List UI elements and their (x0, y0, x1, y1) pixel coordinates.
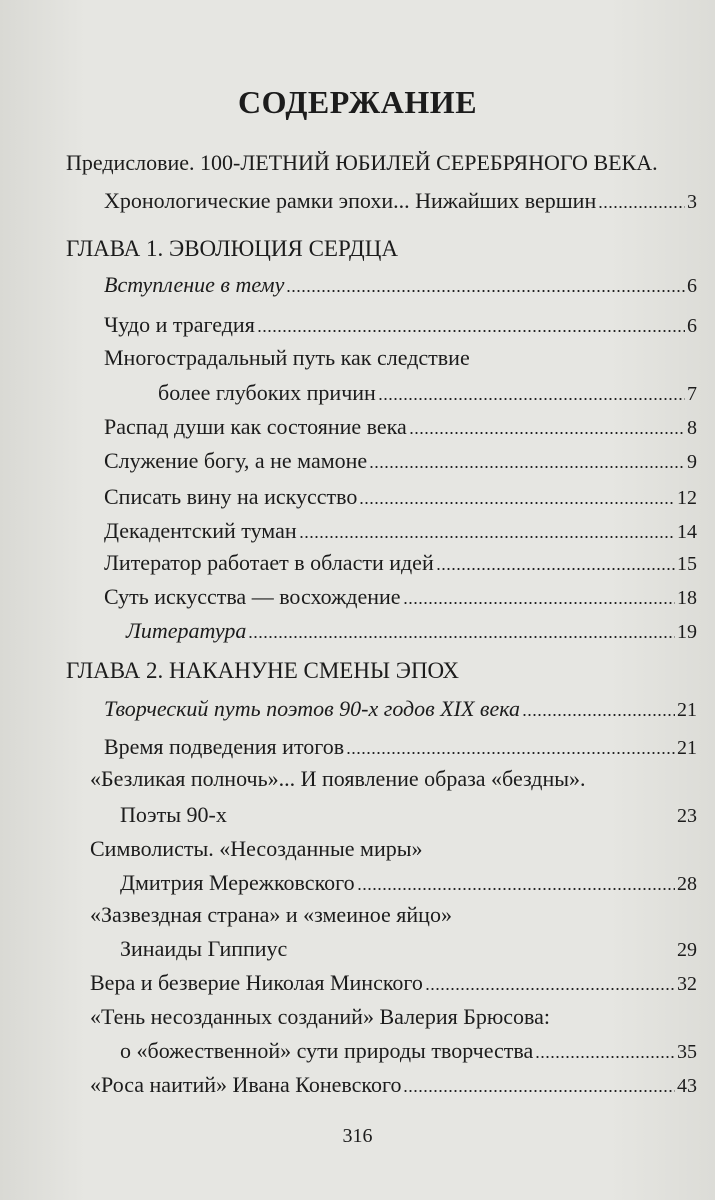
dot-leader (299, 516, 675, 538)
entry-page: 8 (687, 417, 697, 439)
entry-page: 18 (677, 587, 697, 609)
dot-leader (403, 1070, 675, 1092)
toc-entry (104, 732, 697, 762)
entry-page: 23 (677, 805, 697, 827)
dot-leader (359, 482, 675, 504)
dot-leader (289, 934, 675, 956)
dot-leader (286, 270, 685, 292)
entry-page: 35 (677, 1041, 697, 1063)
page-title: СОДЕРЖАНИЕ (237, 84, 478, 120)
entry-page: 12 (677, 487, 697, 509)
entry-page: 7 (687, 383, 697, 405)
preface-title: Предисловие. 100-ЛЕТНИЙ ЮБИЛЕЙ СЕРЕБРЯНОГО ВЕКА. (66, 150, 658, 175)
toc-entry (120, 800, 697, 830)
chapter-heading: ГЛАВА 2. НАКАНУНЕ СМЕНЫ ЭПОХ (66, 658, 459, 683)
dot-leader (425, 968, 675, 990)
dot-leader (598, 186, 685, 208)
entry-title-line1: Многострадальный путь как следствие (104, 345, 470, 370)
entry-page: 3 (687, 191, 697, 213)
entry-title-line2: о «божественной» сути природы творчества (120, 1038, 534, 1063)
entry-page: 29 (677, 939, 697, 961)
toc-entry (104, 310, 697, 340)
entry-title: Вступление в тему (104, 272, 285, 297)
toc-entry (90, 1070, 697, 1100)
dot-leader (436, 548, 675, 570)
entry-page: 21 (677, 699, 697, 721)
toc-entry (104, 582, 697, 612)
entry-title-line1: «Зазвездная страна» и «змеиное яйцо» (90, 902, 452, 927)
entry-title-line2: Зинаиды Гиппиус (120, 936, 288, 961)
entry-title: «Роса наитий» Ивана Коневского (90, 1072, 402, 1097)
entry-title: Творческий путь поэтов 90-х годов XIX века (104, 696, 520, 721)
entry-page: 28 (677, 873, 697, 895)
entry-page: 21 (677, 737, 697, 759)
toc-entry (104, 186, 697, 216)
entry-page: 9 (687, 451, 697, 473)
entry-title-line1: «Безликая полночь»... И появление образа «бездны». (90, 766, 586, 791)
toc-entry (104, 446, 697, 476)
entry-title: Хронологические рамки эпохи... Нижайших вершин (104, 188, 597, 213)
entry-title-line2: Дмитрия Мережковского (120, 870, 355, 895)
dot-leader (403, 582, 675, 604)
dot-leader (369, 446, 685, 468)
entry-page: 14 (677, 521, 697, 543)
entry-title: Списать вину на искусство (104, 484, 358, 509)
dot-leader (378, 378, 685, 400)
toc-entry (158, 378, 697, 408)
entry-title-line2: Поэты 90-х (120, 802, 227, 827)
page-number: 316 (342, 1125, 373, 1147)
toc-entry (104, 270, 697, 300)
entry-title-line1: «Тень несозданных созданий» Валерия Брюсова: (90, 1004, 551, 1029)
dot-leader (357, 868, 675, 890)
entry-title: Время подведения итогов (104, 734, 345, 759)
toc-entry (120, 868, 697, 898)
entry-title: Служение богу, а не мамоне (104, 448, 368, 473)
dot-leader (257, 310, 685, 332)
entry-title-line2: более глубоких причин (158, 380, 376, 405)
dot-leader (248, 616, 675, 638)
entry-title: Вера и безверие Николая Минского (90, 970, 423, 995)
entry-title: Чудо и трагедия (104, 312, 255, 337)
entry-page: 32 (677, 973, 697, 995)
dot-leader (409, 412, 685, 434)
entry-page: 43 (677, 1075, 697, 1097)
entry-title: Распад души как состояние века (104, 414, 407, 439)
toc-entry (104, 482, 697, 512)
chapter-heading: ГЛАВА 1. ЭВОЛЮЦИЯ СЕРДЦА (66, 236, 398, 261)
entry-title-line1: Символисты. «Несозданные миры» (90, 836, 423, 861)
toc-entry (104, 694, 697, 724)
toc-entry (90, 968, 697, 998)
entry-title: Литература (126, 618, 247, 643)
entry-page: 6 (687, 275, 697, 297)
dot-leader (522, 694, 675, 716)
entry-title: Литератор работает в области идей (104, 550, 434, 575)
dot-leader (535, 1036, 675, 1058)
toc-entry (120, 934, 697, 964)
entry-page: 15 (677, 553, 697, 575)
toc-entry (126, 616, 697, 646)
dot-leader (346, 732, 675, 754)
toc-entry (120, 1036, 697, 1066)
entry-title: Суть искусства — восхождение (104, 584, 401, 609)
toc-entry (104, 548, 697, 578)
dot-leader (229, 800, 675, 822)
toc-entry (104, 412, 697, 442)
entry-page: 19 (677, 621, 697, 643)
entry-page: 6 (687, 315, 697, 337)
entry-title: Декадентский туман (104, 518, 297, 543)
toc-entry (104, 516, 697, 546)
